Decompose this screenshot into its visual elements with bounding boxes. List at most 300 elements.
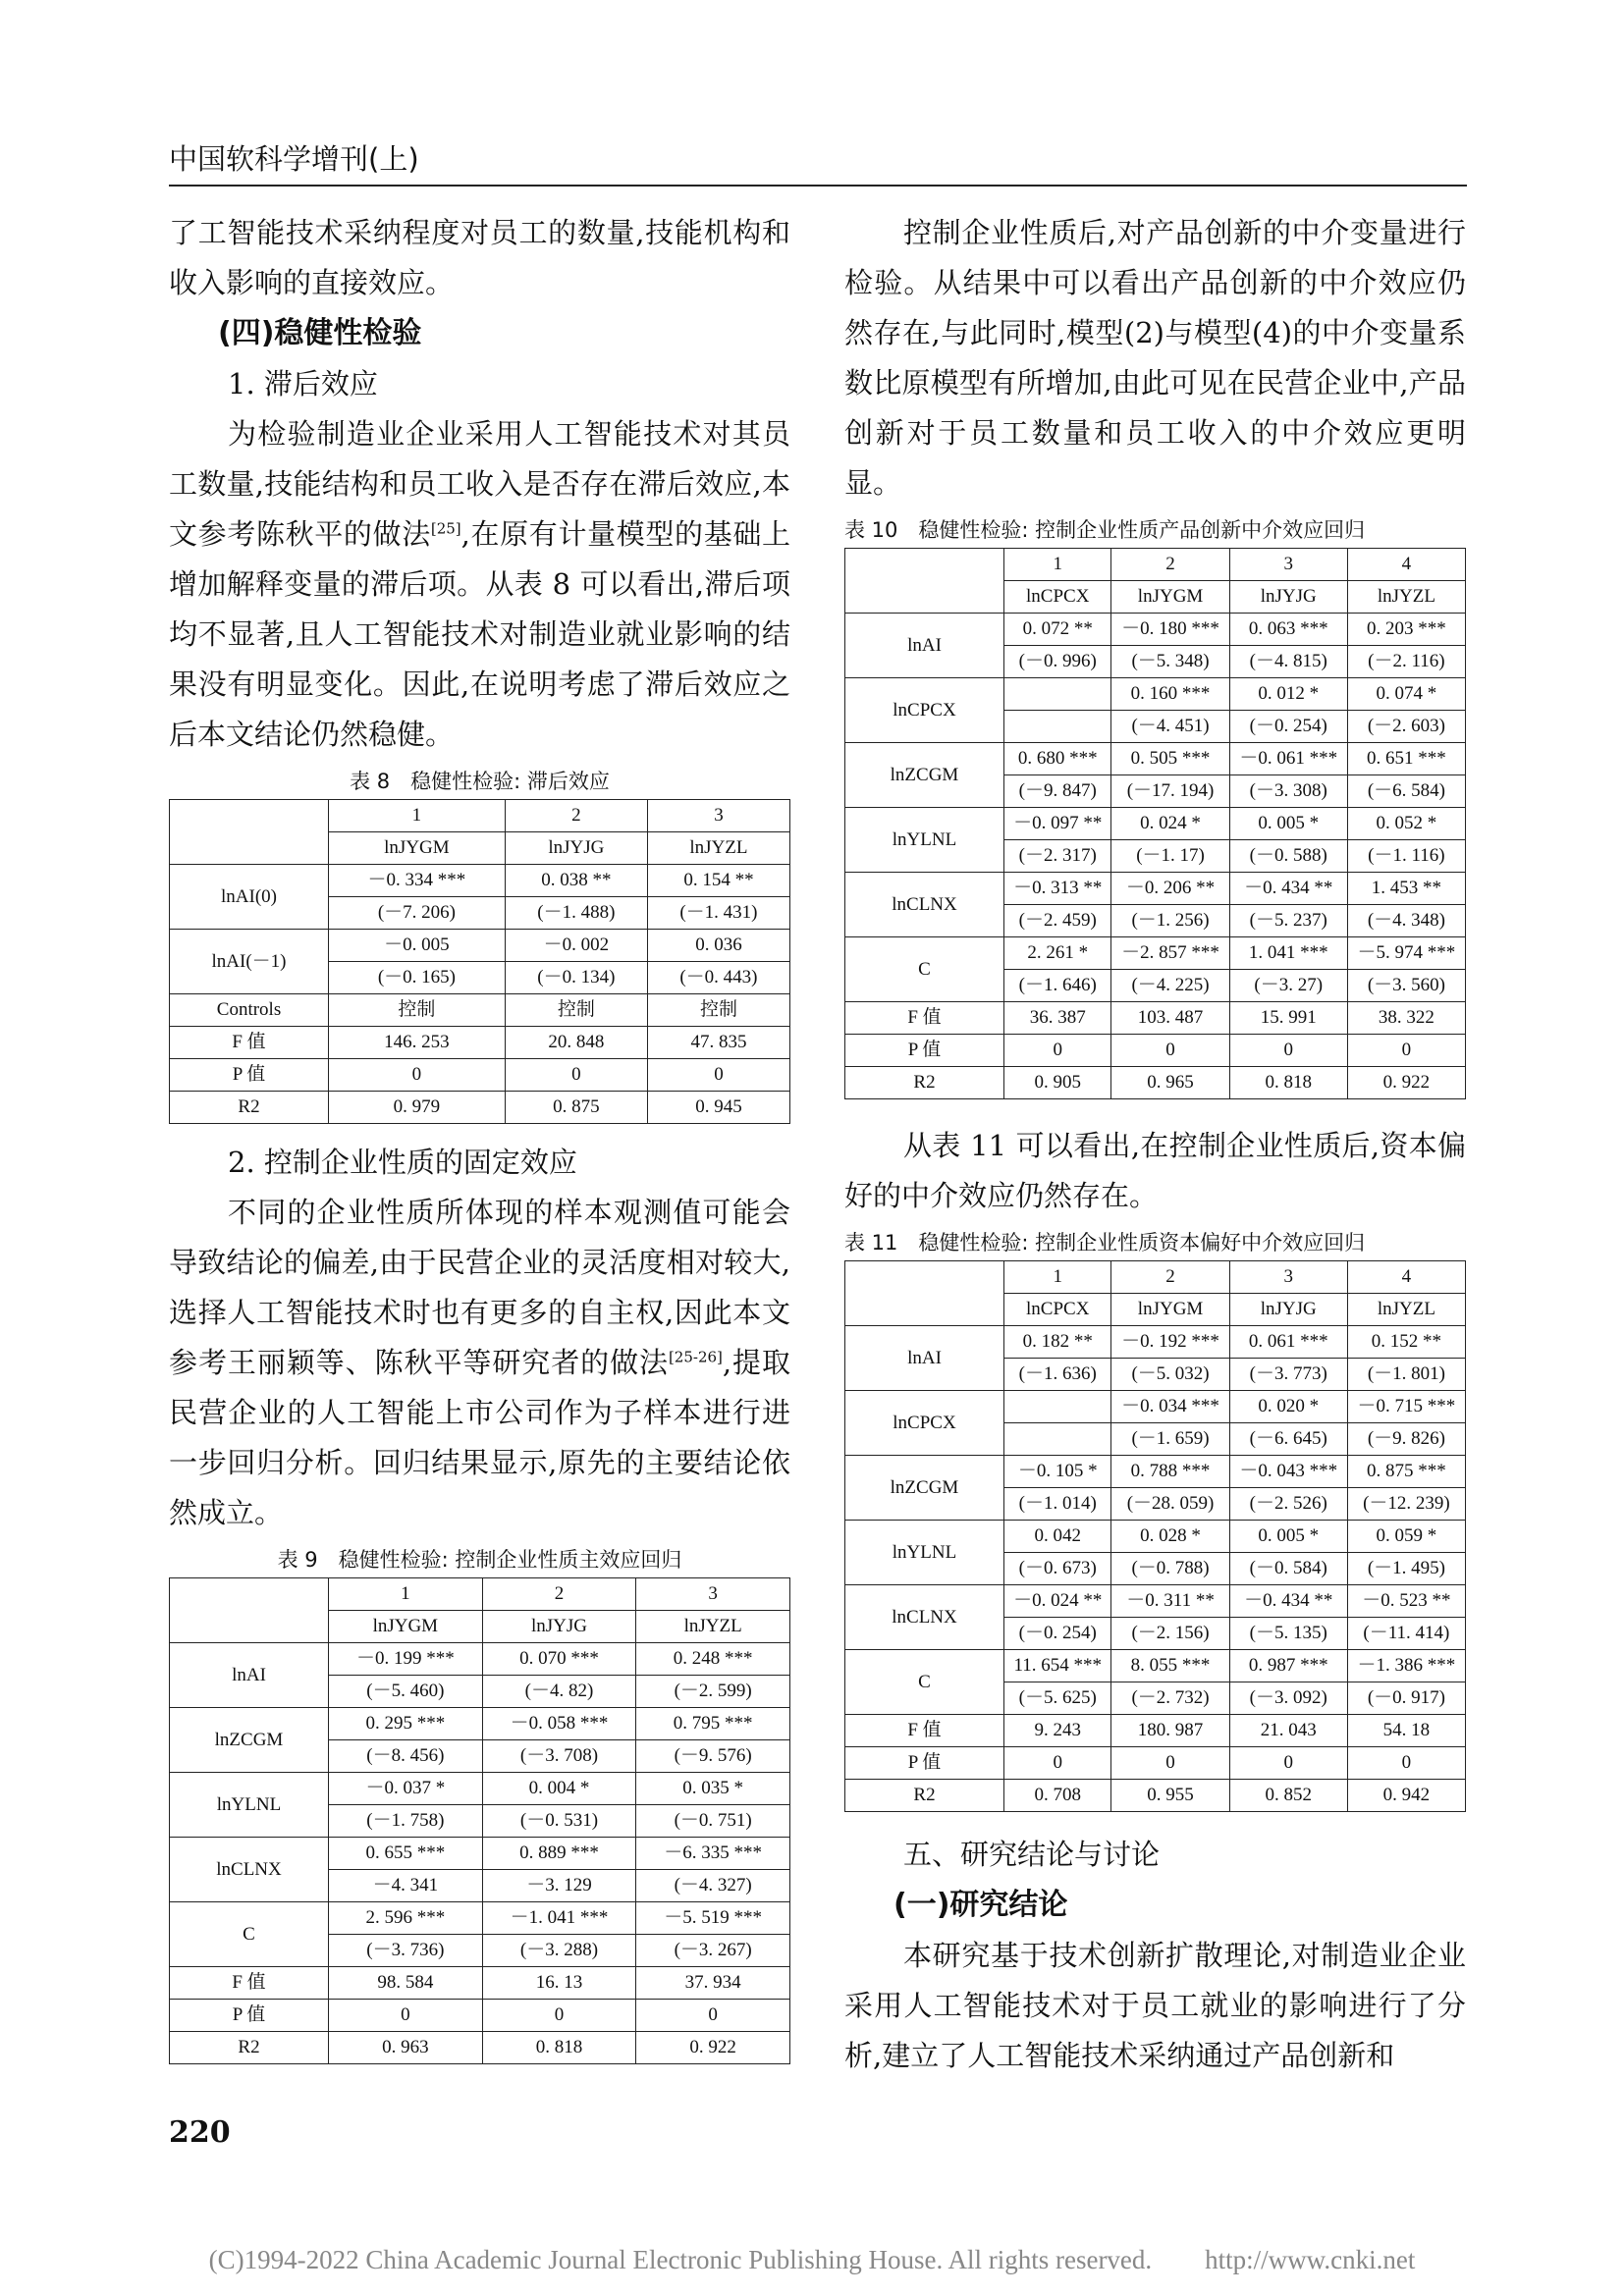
table-row <box>170 994 790 1027</box>
table-cell: 0. 063 *** <box>1229 614 1347 646</box>
table-cell: －1. 041 *** <box>482 1902 636 1935</box>
table-cell: lnJYJG <box>482 1611 636 1643</box>
table-cell: 0. 160 *** <box>1111 678 1229 711</box>
table-cell: 0. 059 * <box>1347 1521 1465 1553</box>
row-label: lnAI <box>845 1326 1004 1391</box>
paragraph-fixed-text-b: ,提取民营企业的人工智能上市公司作为子样本进行进一步回归分析。回归结果显示,原先的主要结论依然成立。 <box>169 1346 790 1529</box>
table-cell: 0. 708 <box>1004 1780 1111 1812</box>
table11-caption: 表 11 稳健性检验: 控制企业性质资本偏好中介效应回归 <box>844 1231 1366 1255</box>
table-cell: (－2. 599) <box>636 1676 790 1708</box>
table-cell: (－17. 194) <box>1111 775 1229 808</box>
table-cell: 4 <box>1347 1261 1465 1294</box>
table-cell: 0. 035 * <box>636 1773 790 1805</box>
table-cell: 3 <box>636 1578 790 1611</box>
table-cell: 98. 584 <box>329 1967 483 2000</box>
table-row <box>170 800 790 832</box>
table-row <box>845 614 1466 646</box>
table-row <box>845 1261 1466 1294</box>
row-label: lnAI <box>845 614 1004 678</box>
table-cell: －0. 043 *** <box>1229 1456 1347 1488</box>
row-label: F 值 <box>170 1967 329 2000</box>
table-row <box>845 1067 1466 1099</box>
right-column <box>844 208 1466 2081</box>
table-cell: 0. 945 <box>647 1092 789 1124</box>
table-cell: 0. 038 ** <box>505 865 647 897</box>
table-cell: (－3. 27) <box>1229 970 1347 1002</box>
table-cell: (－0. 996) <box>1004 646 1111 678</box>
table-cell: －0. 434 ** <box>1229 873 1347 905</box>
row-label: lnCLNX <box>170 1838 329 1902</box>
table-cell: (－0. 588) <box>1229 840 1347 873</box>
table-cell: (－7. 206) <box>329 897 506 930</box>
row-label: Controls <box>170 994 329 1027</box>
table-cell: 2. 596 *** <box>329 1902 483 1935</box>
table-cell: lnJYGM <box>329 832 506 865</box>
table-cell: (－12. 239) <box>1347 1488 1465 1521</box>
table-cell: 0. 818 <box>482 2032 636 2064</box>
table-row <box>170 1643 790 1676</box>
table-cell: (－1. 646) <box>1004 970 1111 1002</box>
row-label <box>170 800 329 865</box>
table-row <box>845 1650 1466 1682</box>
table-cell: (－2. 317) <box>1004 840 1111 873</box>
table-cell: －0. 334 *** <box>329 865 506 897</box>
table-cell <box>1004 711 1111 743</box>
table-cell: lnJYZL <box>1347 1294 1465 1326</box>
table-cell: 0. 922 <box>636 2032 790 2064</box>
table-cell: (－1. 758) <box>329 1805 483 1838</box>
table-cell: 0. 905 <box>1004 1067 1111 1099</box>
paragraph-fixed-effect <box>169 1188 790 1538</box>
table-cell: (－0. 134) <box>505 962 647 994</box>
table-row <box>845 549 1466 581</box>
table-cell: －0. 206 ** <box>1111 873 1229 905</box>
table-cell: (－3. 308) <box>1229 775 1347 808</box>
table-cell: －0. 715 *** <box>1347 1391 1465 1423</box>
table-cell: (－0. 531) <box>482 1805 636 1838</box>
table-cell: 11. 654 *** <box>1004 1650 1111 1682</box>
table-cell: 2 <box>482 1578 636 1611</box>
table-cell: 0. 024 * <box>1111 808 1229 840</box>
row-label: lnCLNX <box>845 1585 1004 1650</box>
paragraph-conclusion: 本研究基于技术创新扩散理论,对制造业企业采用人工智能技术对于员工就业的影响进行了分析,建立了人工智能技术采纳通过产品创新和 <box>844 1939 1466 2072</box>
table-cell: (－2. 526) <box>1229 1488 1347 1521</box>
table-cell: (－1. 488) <box>505 897 647 930</box>
table-cell: 0. 852 <box>1229 1780 1347 1812</box>
table-row <box>170 1059 790 1092</box>
table-cell: 9. 243 <box>1004 1715 1111 1747</box>
table-cell: 0. 072 ** <box>1004 614 1111 646</box>
table-row <box>845 1585 1466 1618</box>
table-row <box>170 2000 790 2032</box>
table-cell: (－4. 815) <box>1229 646 1347 678</box>
table10-caption: 表 10 稳健性检验: 控制企业性质产品创新中介效应回归 <box>844 518 1366 542</box>
table-cell: 2 <box>1111 1261 1229 1294</box>
table-cell: 1 <box>329 1578 483 1611</box>
row-label: R2 <box>170 2032 329 2064</box>
table-cell: 15. 991 <box>1229 1002 1347 1035</box>
table-cell: lnJYJG <box>1229 581 1347 614</box>
table-cell: －0. 058 *** <box>482 1708 636 1740</box>
table-cell: (－3. 560) <box>1347 970 1465 1002</box>
table-cell: －0. 311 ** <box>1111 1585 1229 1618</box>
paragraph-lag-text-a: 为检验制造业企业采用人工智能技术对其员工数量,技能结构和员工收入是否存在滞后效应,本文参考陈秋平的做法 <box>169 417 790 551</box>
table-row <box>170 1773 790 1805</box>
table-cell: 0. 036 <box>647 930 789 962</box>
table-cell: 0 <box>636 2000 790 2032</box>
table-row <box>170 1578 790 1611</box>
table11 <box>844 1260 1466 1812</box>
citation-25: [25] <box>430 519 461 538</box>
table-cell: 38. 322 <box>1347 1002 1465 1035</box>
table-cell: 3 <box>1229 1261 1347 1294</box>
table-cell: 0. 248 *** <box>636 1643 790 1676</box>
table-cell: (－0. 788) <box>1111 1553 1229 1585</box>
table-row <box>845 1391 1466 1423</box>
table-cell: 1 <box>1004 549 1111 581</box>
table-cell: (－0. 165) <box>329 962 506 994</box>
table-cell: 0. 651 *** <box>1347 743 1465 775</box>
table-cell: lnJYGM <box>1111 1294 1229 1326</box>
table-cell: －6. 335 *** <box>636 1838 790 1870</box>
table-cell: 0. 028 * <box>1111 1521 1229 1553</box>
table-cell: 0. 042 <box>1004 1521 1111 1553</box>
table-cell: 47. 835 <box>647 1027 789 1059</box>
table-cell: 0. 005 * <box>1229 808 1347 840</box>
table-row <box>170 865 790 897</box>
table-cell: 0. 020 * <box>1229 1391 1347 1423</box>
table-cell: 0. 795 *** <box>636 1708 790 1740</box>
table-cell: 0. 955 <box>1111 1780 1229 1812</box>
table-cell: －3. 129 <box>482 1870 636 1902</box>
table-cell: －0. 005 <box>329 930 506 962</box>
table-cell: －5. 519 *** <box>636 1902 790 1935</box>
table-cell: (－2. 459) <box>1004 905 1111 937</box>
row-label: lnCLNX <box>845 873 1004 937</box>
table-cell: 0. 818 <box>1229 1067 1347 1099</box>
row-label: F 值 <box>845 1002 1004 1035</box>
table-cell: 0 <box>1347 1035 1465 1067</box>
table-cell: (－3. 708) <box>482 1740 636 1773</box>
citation-25-26: [25-26] <box>668 1348 723 1366</box>
table-cell: (－0. 673) <box>1004 1553 1111 1585</box>
table-cell: 36. 387 <box>1004 1002 1111 1035</box>
table-cell: lnCPCX <box>1004 1294 1111 1326</box>
table-row <box>170 1092 790 1124</box>
table-cell: 0. 788 *** <box>1111 1456 1229 1488</box>
table-cell: lnJYGM <box>1111 581 1229 614</box>
table-row <box>170 1902 790 1935</box>
table-cell: (－3. 736) <box>329 1935 483 1967</box>
table-cell: 0 <box>329 1059 506 1092</box>
row-label: lnAI <box>170 1643 329 1708</box>
heading-conclusion: (一)研究结论 <box>893 1888 1068 1922</box>
table-cell: lnJYGM <box>329 1611 483 1643</box>
row-label <box>170 1578 329 1643</box>
table-row <box>845 1035 1466 1067</box>
journal-header: 中国软科学增刊(上) <box>169 142 419 176</box>
table-cell: 0. 942 <box>1347 1780 1465 1812</box>
heading-robustness: (四)稳健性检验 <box>218 316 422 350</box>
table-cell: 20. 848 <box>505 1027 647 1059</box>
table-cell: 2 <box>505 800 647 832</box>
table-cell: 0. 070 *** <box>482 1643 636 1676</box>
table-cell: 0 <box>1229 1747 1347 1780</box>
table-cell: (－1. 801) <box>1347 1359 1465 1391</box>
table-cell: (－1. 636) <box>1004 1359 1111 1391</box>
row-label: P 值 <box>845 1035 1004 1067</box>
row-label: lnZCGM <box>170 1708 329 1773</box>
row-label: F 值 <box>845 1715 1004 1747</box>
table-cell: 0. 182 ** <box>1004 1326 1111 1359</box>
table-cell: (－0. 584) <box>1229 1553 1347 1585</box>
table-cell: 控制 <box>505 994 647 1027</box>
table-row <box>845 1715 1466 1747</box>
table-cell: (－8. 456) <box>329 1740 483 1773</box>
table-cell: (－4. 451) <box>1111 711 1229 743</box>
table-row <box>845 678 1466 711</box>
table-cell: (－5. 032) <box>1111 1359 1229 1391</box>
table-cell: (－4. 82) <box>482 1676 636 1708</box>
table-cell: (－5. 460) <box>329 1676 483 1708</box>
table-cell: 54. 18 <box>1347 1715 1465 1747</box>
table-row <box>845 1521 1466 1553</box>
table-cell: (－1. 17) <box>1111 840 1229 873</box>
row-label: lnYLNL <box>845 1521 1004 1585</box>
table-row <box>170 1967 790 2000</box>
table-cell: (－4. 225) <box>1111 970 1229 1002</box>
table-cell: lnJYZL <box>636 1611 790 1643</box>
table-cell: (－11. 414) <box>1347 1618 1465 1650</box>
table-cell: (－1. 431) <box>647 897 789 930</box>
table-cell: 控制 <box>647 994 789 1027</box>
row-label: R2 <box>170 1092 329 1124</box>
table-cell: 0. 922 <box>1347 1067 1465 1099</box>
row-label: R2 <box>845 1067 1004 1099</box>
table-cell: 0. 074 * <box>1347 678 1465 711</box>
table-cell: 3 <box>1229 549 1347 581</box>
table-cell: 0. 655 *** <box>329 1838 483 1870</box>
table11-body <box>845 1261 1466 1812</box>
table-row <box>845 808 1466 840</box>
table-cell: (－9. 826) <box>1347 1423 1465 1456</box>
table-cell: 0. 875 <box>505 1092 647 1124</box>
header-rule <box>169 185 1467 187</box>
table-cell: 0. 061 *** <box>1229 1326 1347 1359</box>
row-label: lnYLNL <box>845 808 1004 873</box>
table-cell: 1. 041 *** <box>1229 937 1347 970</box>
row-label: lnZCGM <box>845 1456 1004 1521</box>
table-cell: －0. 313 ** <box>1004 873 1111 905</box>
table-cell <box>1004 1391 1111 1423</box>
paragraph-table11-intro: 从表 11 可以看出,在控制企业性质后,资本偏好的中介效应仍然存在。 <box>844 1129 1466 1212</box>
table-cell <box>1004 1423 1111 1456</box>
heading-section5: 五、研究结论与讨论 <box>903 1838 1161 1871</box>
table-cell: －0. 024 ** <box>1004 1585 1111 1618</box>
table-row <box>845 1747 1466 1780</box>
row-label: lnZCGM <box>845 743 1004 808</box>
table-cell: 0. 979 <box>329 1092 506 1124</box>
paragraph-fixed-text-a: 不同的企业性质所体现的样本观测值可能会导致结论的偏差,由于民营企业的灵活度相对较大,选择人工智能技术时也有更多的自主权,因此本文参考王丽颖等、陈秋平等研究者的做法 <box>169 1196 790 1379</box>
table-cell: 0 <box>482 2000 636 2032</box>
table-cell: －0. 192 *** <box>1111 1326 1229 1359</box>
table-cell: (－5. 625) <box>1004 1682 1111 1715</box>
row-label: C <box>170 1902 329 1967</box>
table-cell: (－0. 443) <box>647 962 789 994</box>
table-cell: (－1. 659) <box>1111 1423 1229 1456</box>
table-row <box>845 1456 1466 1488</box>
paragraph-lag-effect <box>169 409 790 760</box>
table-cell: 0. 875 *** <box>1347 1456 1465 1488</box>
table-row <box>845 1326 1466 1359</box>
copyright-footer: (C)1994-2022 China Academic Journal Electronic Publishing House. All rights reserved. http://www.cnki.net <box>208 2245 1416 2274</box>
table-cell: 0 <box>1004 1747 1111 1780</box>
table-cell: (－5. 135) <box>1229 1618 1347 1650</box>
table-cell: 控制 <box>329 994 506 1027</box>
table-cell: (－3. 267) <box>636 1935 790 1967</box>
table-cell: －0. 523 ** <box>1347 1585 1465 1618</box>
row-label: P 值 <box>845 1747 1004 1780</box>
table-cell: lnJYZL <box>647 832 789 865</box>
table-row <box>845 1780 1466 1812</box>
table-cell: －5. 974 *** <box>1347 937 1465 970</box>
row-label: C <box>845 937 1004 1002</box>
table-cell: 0. 987 *** <box>1229 1650 1347 1682</box>
table9-caption: 表 9 稳健性检验: 控制企业性质主效应回归 <box>277 1548 682 1572</box>
table-cell: (－0. 254) <box>1004 1618 1111 1650</box>
table-row <box>170 1027 790 1059</box>
table-cell: 103. 487 <box>1111 1002 1229 1035</box>
row-label: P 值 <box>170 2000 329 2032</box>
table-cell: 180. 987 <box>1111 1715 1229 1747</box>
table-cell: 2. 261 * <box>1004 937 1111 970</box>
table-cell: －2. 857 *** <box>1111 937 1229 970</box>
table-cell: (－6. 645) <box>1229 1423 1347 1456</box>
table-cell: 0 <box>1111 1747 1229 1780</box>
table-cell: －0. 434 ** <box>1229 1585 1347 1618</box>
table-cell: (－2. 156) <box>1111 1618 1229 1650</box>
table-cell: 21. 043 <box>1229 1715 1347 1747</box>
table-cell: (－1. 495) <box>1347 1553 1465 1585</box>
table-cell: －0. 097 ** <box>1004 808 1111 840</box>
table-cell: 37. 934 <box>636 1967 790 2000</box>
table-cell: 0 <box>329 2000 483 2032</box>
row-label: lnAI(－1) <box>170 930 329 994</box>
table10-body <box>845 549 1466 1099</box>
row-label: C <box>845 1650 1004 1715</box>
table-cell: 1 <box>329 800 506 832</box>
table-cell: 0. 154 ** <box>647 865 789 897</box>
table-cell: (－3. 288) <box>482 1935 636 1967</box>
table-cell: (－2. 603) <box>1347 711 1465 743</box>
table-cell: 0. 004 * <box>482 1773 636 1805</box>
table-cell: (－5. 348) <box>1111 646 1229 678</box>
table-cell: (－2. 116) <box>1347 646 1465 678</box>
table-cell: (－4. 327) <box>636 1870 790 1902</box>
heading-fixed-effect: 2. 控制企业性质的固定效应 <box>228 1146 577 1179</box>
row-label: lnAI(0) <box>170 865 329 930</box>
table-row <box>170 1708 790 1740</box>
table-cell: 0 <box>1229 1035 1347 1067</box>
table-cell: (－6. 584) <box>1347 775 1465 808</box>
table-row <box>170 1838 790 1870</box>
table-row <box>170 930 790 962</box>
row-label: lnCPCX <box>845 1391 1004 1456</box>
row-label: P 值 <box>170 1059 329 1092</box>
table-cell: 1 <box>1004 1261 1111 1294</box>
table-cell: －0. 105 * <box>1004 1456 1111 1488</box>
table-cell: 0 <box>1347 1747 1465 1780</box>
table-cell: 0. 295 *** <box>329 1708 483 1740</box>
table-cell: －0. 199 *** <box>329 1643 483 1676</box>
paragraph-table10-intro: 控制企业性质后,对产品创新的中介变量进行检验。从结果中可以看出产品创新的中介效应仍然存在,与此同时,模型(2)与模型(4)的中介变量系数比原模型有所增加,由此可见在民营企业中,产品创新对于员工数量和员工收入的中介效应更明显。 <box>844 216 1466 500</box>
row-label: lnCPCX <box>845 678 1004 743</box>
table-cell: (－2. 732) <box>1111 1682 1229 1715</box>
table-cell: －4. 341 <box>329 1870 483 1902</box>
table-row <box>845 743 1466 775</box>
table8 <box>169 799 790 1124</box>
table-cell: (－9. 847) <box>1004 775 1111 808</box>
table-cell: 0. 052 * <box>1347 808 1465 840</box>
table-cell: 0 <box>505 1059 647 1092</box>
row-label <box>845 549 1004 614</box>
table-cell: 1. 453 ** <box>1347 873 1465 905</box>
table-row <box>845 1002 1466 1035</box>
table-cell: (－9. 576) <box>636 1740 790 1773</box>
table-cell: 8. 055 *** <box>1111 1650 1229 1682</box>
table-row <box>845 937 1466 970</box>
table-cell: 2 <box>1111 549 1229 581</box>
table-cell: (－0. 917) <box>1347 1682 1465 1715</box>
row-label: lnYLNL <box>170 1773 329 1838</box>
table8-caption: 表 8 稳健性检验: 滞后效应 <box>350 770 610 793</box>
heading-lag-effect: 1. 滞后效应 <box>228 367 378 400</box>
row-label: R2 <box>845 1780 1004 1812</box>
table-cell: (－3. 092) <box>1229 1682 1347 1715</box>
table-cell: 3 <box>647 800 789 832</box>
table-row <box>845 873 1466 905</box>
table-cell: 0 <box>1004 1035 1111 1067</box>
table-cell: 0. 012 * <box>1229 678 1347 711</box>
left-column <box>169 208 790 2064</box>
table-cell: 0. 152 ** <box>1347 1326 1465 1359</box>
table-cell: (－28. 059) <box>1111 1488 1229 1521</box>
table-cell: 146. 253 <box>329 1027 506 1059</box>
table-cell: 4 <box>1347 549 1465 581</box>
table9-body <box>170 1578 790 2064</box>
table-row <box>170 2032 790 2064</box>
table-cell: lnJYJG <box>1229 1294 1347 1326</box>
table-cell: －0. 034 *** <box>1111 1391 1229 1423</box>
table-cell: －0. 037 * <box>329 1773 483 1805</box>
table-cell <box>1004 678 1111 711</box>
paragraph-direct-effect: 了工智能技术采纳程度对员工的数量,技能机构和收入影响的直接效应。 <box>169 216 790 299</box>
table-cell: 0. 005 * <box>1229 1521 1347 1553</box>
table-cell: (－1. 116) <box>1347 840 1465 873</box>
table-cell: －0. 002 <box>505 930 647 962</box>
table-cell: 0 <box>1111 1035 1229 1067</box>
table-cell: (－1. 256) <box>1111 905 1229 937</box>
row-label <box>845 1261 1004 1326</box>
table10 <box>844 548 1466 1099</box>
table-cell: (－5. 237) <box>1229 905 1347 937</box>
table-cell: lnCPCX <box>1004 581 1111 614</box>
table-cell: (－0. 254) <box>1229 711 1347 743</box>
table-cell: 16. 13 <box>482 1967 636 2000</box>
table-cell: －0. 061 *** <box>1229 743 1347 775</box>
table-cell: －1. 386 *** <box>1347 1650 1465 1682</box>
table-cell: 0 <box>647 1059 789 1092</box>
